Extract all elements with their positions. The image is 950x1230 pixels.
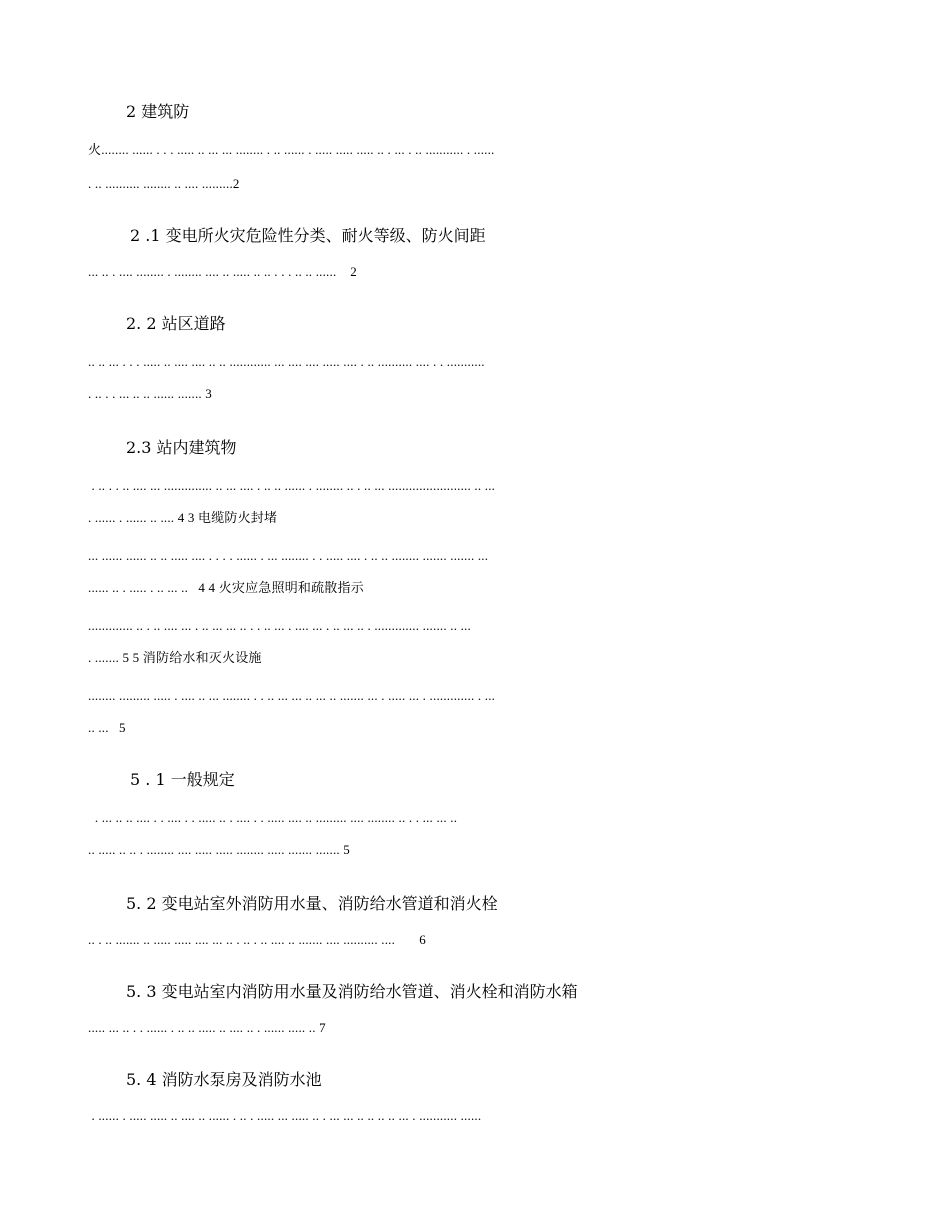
toc-leader-line: ............. .. . .. .... ... . .. ... ... .. . . .. ... . .... ... . .. ... .. . ............. ....... .. ... <box>88 618 471 633</box>
toc-entry-heading[interactable]: 2 建筑防 <box>126 102 190 121</box>
toc-leader-line: ........ ......... ..... . .... .. ... ........ . . .. ... ... .. ... .. ....... ... . ..... ... . ............. . ... <box>88 688 496 703</box>
toc-leader-line: ... ...... ...... .. .. ..... .... . . . . ...... . ... ........ . . ..... .... . .. .. ........ ....... ....... ... <box>88 548 489 563</box>
toc-entry-heading[interactable]: 2.3 站内建筑物 <box>126 438 237 457</box>
toc-entry-heading[interactable]: 2 .1 变电所火灾危险性分类、耐火等级、防火间距 <box>130 226 486 245</box>
toc-entry-heading[interactable]: 5. 4 消防水泵房及消防水池 <box>126 1070 322 1089</box>
toc-leader-line[interactable]: . ....... 5 5 消防给水和灭火设施 <box>88 650 262 665</box>
toc-leader-line: .. ..... .. .. . ........ .... ..... ..... ........ ..... ....... ....... 5 <box>88 842 350 857</box>
toc-leader-line: . .. . . ... .. .. ...... ....... 3 <box>88 386 212 401</box>
toc-entry-heading[interactable]: 5. 2 变电站室外消防用水量、消防给水管道和消火栓 <box>126 894 498 913</box>
toc-entry-heading[interactable]: 5. 3 变电站室内消防用水量及消防给水管道、消火栓和消防水箱 <box>126 982 578 1001</box>
toc-leader-line: ... .. . .... ........ . ........ .... .. ..... .. .. . . . .. .. ...... 2 <box>88 264 357 279</box>
toc-leader-line: .. ... 5 <box>88 720 126 735</box>
toc-entry-heading[interactable]: 2. 2 站区道路 <box>126 314 226 333</box>
toc-leader-line[interactable]: ...... .. . ..... . .. ... .. 4 4 火灾应急照明和疏散指示 <box>88 580 364 595</box>
toc-leader-line: .. . .. ....... .. ..... ..... .... ... .. . .. . .. .... .. ....... .... .......... .... 6 <box>88 932 426 947</box>
toc-leader-line: ..... ... .. . . ...... . .. .. ..... .. .... .. . ...... ..... .. 7 <box>88 1020 326 1035</box>
toc-leader-line: . .. . . .. .... ... .............. .. ... .... . .. .. ...... . ........ .. . .. ... ........................ .. ... <box>88 478 496 493</box>
toc-entry-heading[interactable]: 5 . 1 一般规定 <box>130 770 235 789</box>
toc-leader-line: 火........ ...... . . . ..... .. ... ... ........ . .. ...... . ..... ..... ..... .. . ... . .. ........... . ...... <box>88 142 495 157</box>
toc-leader-line: . ...... . ..... ..... .. .... .. ...... . .. . ..... ... ..... .. . ... ... .. .. .. .. ... . ........... ...... <box>88 1108 482 1123</box>
toc-leader-line: .. .. ... . . . ..... .. .... .... .. .. ............ ... .... .... ..... .... . .. .......... .... . . ........... <box>88 354 485 369</box>
toc-leader-line: . .. .......... ........ .. .... .........2 <box>88 176 240 191</box>
toc-leader-line: . ... .. .. .... . . .... . . ..... .. . .... . . ..... .... .. ......... .... ........ .. . . ... ... .. <box>88 810 458 825</box>
toc-leader-line[interactable]: . ...... . ...... .. .... 4 3 电缆防火封堵 <box>88 510 278 525</box>
